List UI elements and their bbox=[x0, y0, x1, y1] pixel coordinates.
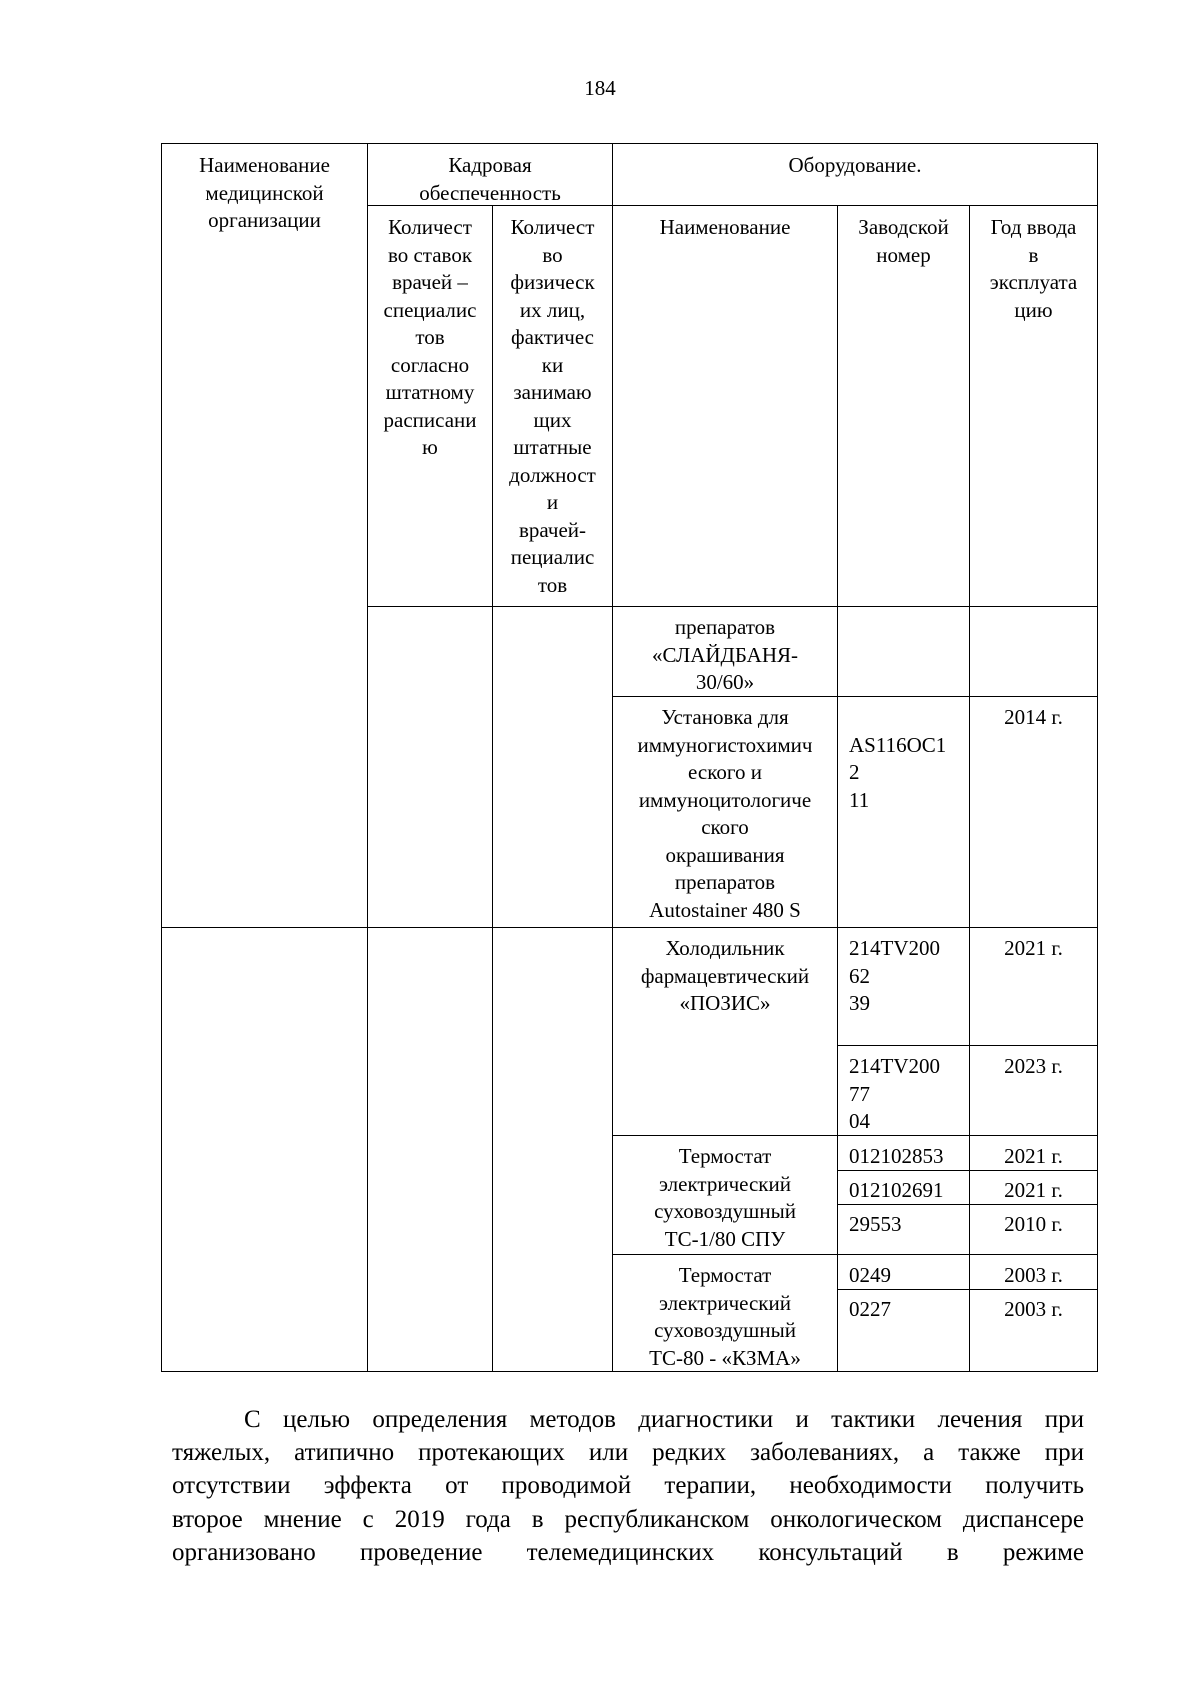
equipment-name-cell: Холодильник фармацевтический «ПОЗИС» bbox=[640, 936, 810, 1015]
header-serial-number: Заводской номер bbox=[858, 215, 949, 267]
body-paragraph bbox=[172, 1403, 1084, 1569]
paragraph-line: организовано проведение телемедицинских консультаций в режиме bbox=[172, 1538, 1084, 1566]
header-bottom-line bbox=[367, 606, 1098, 607]
equipment-name-cell: препаратов «СЛАЙДБАНЯ- 30/60» bbox=[652, 615, 798, 694]
serial-number-cell: 0249 bbox=[849, 1263, 891, 1287]
year-cell: 2021 г. bbox=[1004, 1178, 1063, 1202]
serial-number-cell: 012102691 bbox=[849, 1178, 944, 1202]
header-equipment-name: Наименование bbox=[659, 215, 791, 239]
year-cell: 2023 г. bbox=[1004, 1054, 1063, 1078]
header-equipment: Оборудование. bbox=[788, 153, 922, 177]
column-divider bbox=[837, 205, 838, 1372]
table-border-left bbox=[161, 143, 162, 1372]
row-divider bbox=[837, 1045, 1098, 1046]
header-organization: Наименование медицинской организации bbox=[199, 153, 330, 232]
header-staff-persons: Количест во физическ их лиц, фактичес ки занимаю щих штатные должност и врачей- пециалис тов bbox=[509, 215, 596, 597]
paragraph-line: отсутствии эффекта от проводимой терапии, необходимости получить bbox=[172, 1472, 1084, 1500]
serial-number-cell: 214TV200 62 39 bbox=[849, 936, 940, 1015]
table-border-top bbox=[161, 143, 1098, 144]
serial-number-cell: 012102853 bbox=[849, 1144, 944, 1168]
equipment-name-cell: Установка для иммуногистохимич еского и иммуноцитологиче ского окрашивания препаратов Autostainer 480 S bbox=[637, 705, 813, 922]
year-cell: 2014 г. bbox=[1004, 705, 1063, 729]
serial-number-cell: 214TV200 77 04 bbox=[849, 1054, 940, 1133]
equipment-name-cell: Термостат электрический суховоздушный ТС-1/80 СПУ bbox=[654, 1144, 796, 1251]
serial-number-cell: 0227 bbox=[849, 1297, 891, 1321]
row-divider bbox=[612, 1254, 1098, 1255]
serial-number-text: AS116OC1 2 11 bbox=[849, 732, 947, 812]
year-cell: 2003 г. bbox=[1004, 1263, 1063, 1287]
row-divider bbox=[161, 927, 1098, 928]
year-cell: 2010 г. bbox=[1004, 1212, 1063, 1236]
year-cell: 2003 г. bbox=[1004, 1297, 1063, 1321]
equipment-name-cell: Термостат электрический суховоздушный ТС-80 - «КЗМА» bbox=[649, 1263, 801, 1370]
table-border-right bbox=[1097, 143, 1098, 1372]
paragraph-line: тяжелых, атипично протекающих или редких заболеваниях, а также при bbox=[172, 1439, 1084, 1467]
year-cell: 2021 г. bbox=[1004, 1144, 1063, 1168]
serial-number-cell: 29553 bbox=[849, 1212, 902, 1236]
serial-number-cell bbox=[849, 704, 967, 842]
page-number: 184 bbox=[584, 76, 616, 100]
header-commission-year: Год ввода в эксплуата цию bbox=[989, 215, 1078, 322]
header-staffing: Кадровая обеспеченность bbox=[419, 153, 561, 205]
header-staff-rates: Количест во ставок врачей – специалис тов согласно штатному расписани ю bbox=[383, 215, 477, 459]
paragraph-line: второе мнение с 2019 года в республиканском онкологическом диспансере bbox=[172, 1505, 1084, 1533]
paragraph-line: С целью определения методов диагностики и тактики лечения при bbox=[244, 1406, 1084, 1433]
year-cell: 2021 г. bbox=[1004, 936, 1063, 960]
